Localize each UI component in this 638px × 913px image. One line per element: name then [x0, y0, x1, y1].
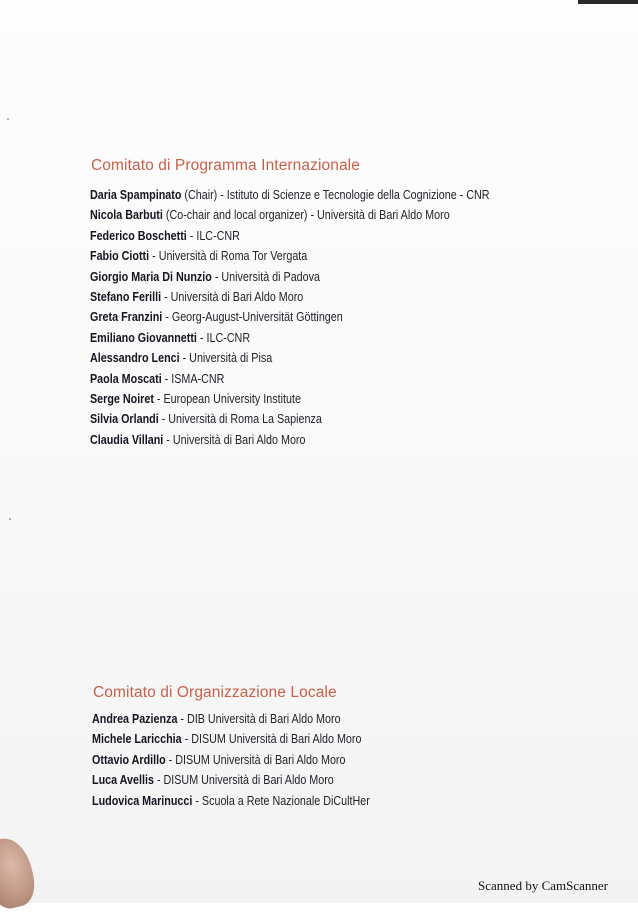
scan-speck: [9, 518, 11, 520]
member-affiliation: - DISUM Università di Bari Aldo Moro: [184, 732, 362, 747]
member-name: Ottavio Ardillo: [92, 752, 166, 767]
member-row: [90, 369, 490, 389]
member-name: Silvia Orlandi: [90, 412, 159, 427]
member-name: Emiliano Giovannetti: [90, 330, 197, 345]
member-name: Daria Spampinato: [90, 188, 182, 202]
member-row: [90, 185, 490, 205]
scanner-watermark: Scanned by CamScanner: [478, 878, 608, 893]
scan-speck: [7, 118, 9, 120]
member-row: [92, 729, 370, 749]
member-affiliation: (Chair) - Istituto di Scienze e Tecnologie della Cognizione - CNR: [184, 188, 490, 202]
member-affiliation: - Università di Roma La Sapienza: [161, 412, 322, 427]
member-affiliation: - Scuola a Rete Nazionale DiCultHer: [195, 793, 370, 808]
member-row: [92, 750, 370, 770]
member-name: Greta Franzini: [90, 310, 163, 325]
member-name: Andrea Pazienza: [92, 712, 178, 726]
member-row: [92, 709, 370, 729]
member-row: [90, 267, 490, 287]
member-name: Luca Avellis: [92, 773, 154, 788]
member-affiliation: - ILC-CNR: [189, 228, 240, 243]
member-affiliation: - DIB Università di Bari Aldo Moro: [180, 712, 341, 726]
member-name: Giorgio Maria Di Nunzio: [90, 269, 212, 284]
member-row: [92, 791, 370, 811]
member-row: [92, 770, 370, 790]
member-name: Michele Laricchia: [92, 732, 182, 747]
member-affiliation: - Università di Roma Tor Vergata: [152, 249, 308, 264]
local-committee-title: Comitato di Organizzazione Locale: [93, 684, 337, 701]
member-row: [90, 226, 490, 246]
member-affiliation: - Georg-August-Universität Göttingen: [165, 310, 343, 325]
member-name: Nicola Barbuti: [90, 208, 163, 223]
member-name: Alessandro Lenci: [90, 351, 180, 366]
member-name: Fabio Ciotti: [90, 249, 150, 264]
member-row: [90, 389, 490, 409]
local-committee-list: [92, 709, 415, 811]
member-row: [90, 307, 490, 327]
member-name: Serge Noiret: [90, 391, 154, 406]
member-name: Ludovica Marinucci: [92, 793, 193, 808]
member-name: Stefano Ferilli: [90, 289, 162, 304]
member-affiliation: - DISUM Università di Bari Aldo Moro: [156, 773, 334, 788]
member-row: [90, 328, 490, 348]
member-row: [90, 287, 490, 307]
member-name: Federico Boschetti: [90, 228, 187, 243]
member-row: [90, 409, 490, 429]
member-affiliation: (Co-chair and local organizer) - Università di Bari Aldo Moro: [165, 208, 450, 223]
member-affiliation: - Università di Padova: [214, 269, 320, 284]
member-affiliation: - Università di Bari Aldo Moro: [164, 289, 304, 304]
member-affiliation: - Università di Pisa: [182, 351, 273, 366]
finger-thumb-image: [0, 833, 40, 912]
member-name: Claudia Villani: [90, 432, 164, 447]
member-row: [90, 205, 490, 225]
member-row: [90, 430, 490, 450]
scan-edge-bar: [578, 0, 638, 4]
program-committee-list: [90, 185, 555, 450]
member-name: Paola Moscati: [90, 371, 162, 386]
member-affiliation: - ILC-CNR: [199, 330, 251, 345]
member-affiliation: - DISUM Università di Bari Aldo Moro: [168, 752, 346, 767]
member-row: [90, 348, 490, 368]
member-affiliation: - European University Institute: [156, 391, 301, 406]
member-affiliation: - ISMA-CNR: [164, 371, 225, 386]
member-affiliation: - Università di Bari Aldo Moro: [166, 432, 306, 447]
program-committee-title: Comitato di Programma Internazionale: [91, 157, 360, 174]
member-row: [90, 246, 490, 266]
